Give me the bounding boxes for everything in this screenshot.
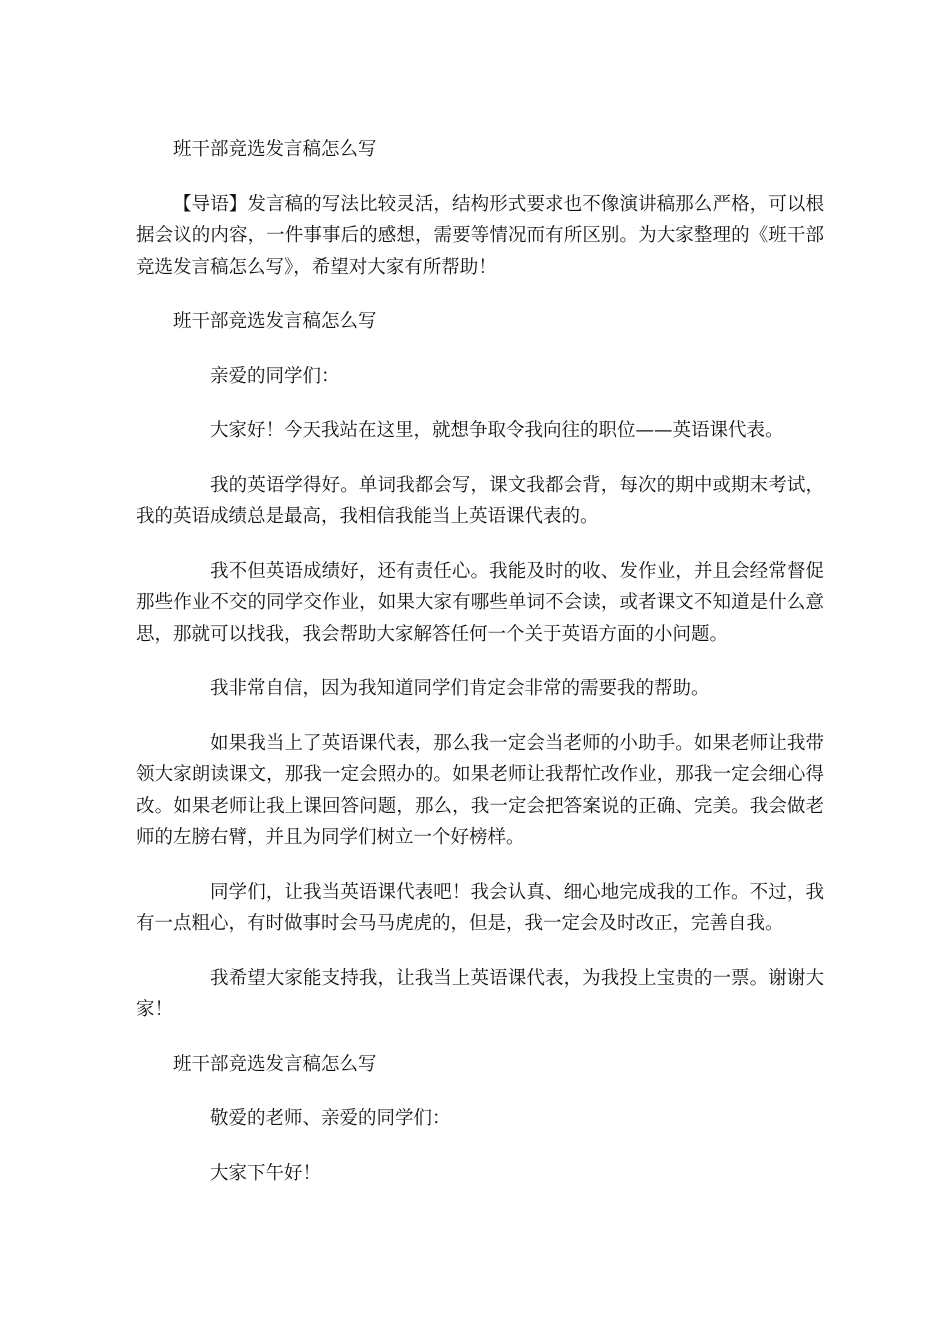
section-2-heading: 班干部竞选发言稿怎么写: [173, 1053, 377, 1075]
section-1-paragraph: 我不但英语成绩好，还有责任心。我能及时的收、发作业，并且会经常督促那些作业不交的同学交作业，如果大家有哪些单词不会读，或者课文不知道是什么意思，那就可以找我，我会帮助大家解答任何一个关于英语方面的小问题。: [136, 560, 824, 645]
section-1-paragraph: 大家好！今天我站在这里，就想争取令我向往的职位——英语课代表。: [210, 420, 784, 441]
document-title: 班干部竞选发言稿怎么写: [173, 139, 377, 160]
section-1-paragraph: 我非常自信，因为我知道同学们肯定会非常的需要我的帮助。: [210, 678, 710, 699]
document-intro: 【导语】发言稿的写法比较灵活，结构形式要求也不像演讲稿那么严格，可以根据会议的内容，一件事事后的感想，需要等情况而有所区别。为大家整理的《班干部竞选发言稿怎么写》，希望对大家有所帮助！: [136, 193, 824, 278]
section-2-paragraph: 大家下午好！: [210, 1162, 322, 1184]
section-1-paragraph: 如果我当上了英语课代表，那么我一定会当老师的小助手。如果老师让我带领大家朗读课文，那我一定会照办的。如果老师让我帮忙改作业，那我一定会细心得改。如果老师让我上课回答问题，那么，我一定会把答案说的正确、完美。我会做老师的左膀右臂，并且为同学们树立一个好榜样。: [136, 732, 824, 848]
section-1-paragraph: 我的英语学得好。单词我都会写，课文我都会背，每次的期中或期末考试，我的英语成绩总是最高，我相信我能当上英语课代表的。: [136, 474, 824, 527]
document-content: [136, 134, 824, 1212]
section-1-paragraph: 我希望大家能支持我，让我当上英语课代表，为我投上宝贵的一票。谢谢大家！: [136, 967, 824, 1020]
section-1-paragraph: 同学们，让我当英语课代表吧！我会认真、细心地完成我的工作。不过，我有一点粗心，有时做事时会马马虎虎的，但是，我一定会及时改正，完善自我。: [136, 881, 824, 934]
section-2-greeting: 敬爱的老师、亲爱的同学们：: [210, 1108, 451, 1129]
section-1-greeting: 亲爱的同学们：: [210, 365, 340, 387]
section-1-heading: 班干部竞选发言稿怎么写: [173, 311, 377, 332]
